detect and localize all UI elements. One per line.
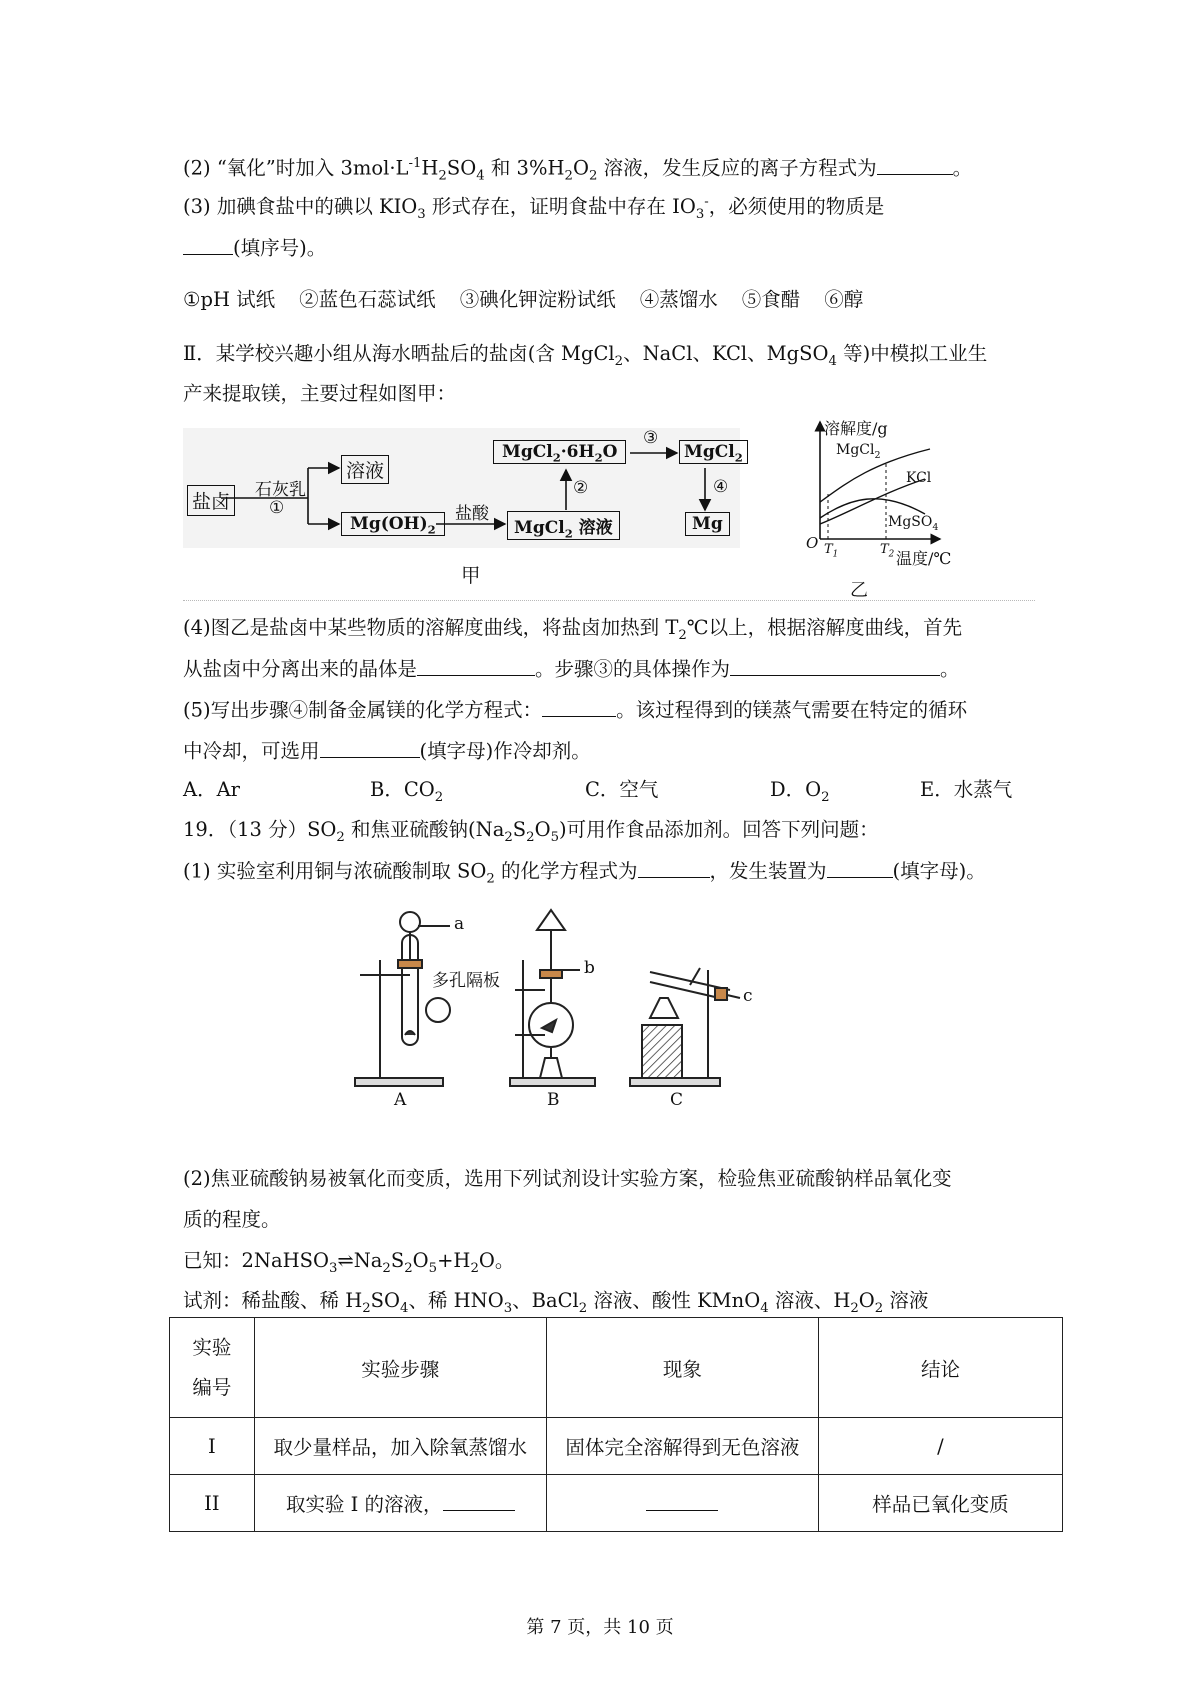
- answer-blank[interactable]: [877, 154, 953, 175]
- q5-text-d: (填字母)作冷却剂。: [419, 739, 591, 763]
- graph-mgso4-label: MgSO$_4$: [888, 514, 939, 533]
- q2-end: 。: [952, 156, 973, 180]
- hydrate-text-a: MgCl: [502, 442, 553, 462]
- q19-1-text-b: 的化学方程式为: [494, 859, 638, 883]
- known-d: O: [412, 1249, 429, 1272]
- reagents-c: 、稀 HNO: [408, 1289, 504, 1312]
- header-number-1: 实验: [192, 1335, 232, 1359]
- reagents-e: 溶液、酸性 KMnO: [587, 1289, 761, 1312]
- answer-blank[interactable]: [827, 857, 893, 878]
- graph-kcl-label: KCl: [906, 470, 932, 486]
- q4-text-d: 。步骤③的具体操作为: [535, 657, 731, 681]
- reagents-f: 溶液、H: [768, 1289, 851, 1312]
- answer-blank[interactable]: [443, 1491, 515, 1512]
- solubility-graph: [800, 414, 990, 604]
- apparatus-drawing: [350, 900, 850, 1110]
- mgcl2-text: MgCl: [684, 442, 735, 462]
- graph-mgso4-text: MgSO: [888, 514, 933, 530]
- experiment-table: [169, 1317, 1063, 1532]
- step4-label: ④: [713, 477, 729, 497]
- mg-box: Mg: [685, 512, 730, 536]
- mgoh2-box: $Mg(OH)_2$: [341, 512, 445, 536]
- option-d: D．$O_2$: [770, 778, 830, 805]
- part2-text-c: 等)中模拟工业生: [836, 342, 988, 365]
- porous-plate-label: 多孔隔板: [432, 971, 500, 991]
- header-conclusion: 结论: [818, 1318, 1062, 1418]
- hydrate-text-b: ·6H: [560, 442, 595, 462]
- q4-text-e: 。: [940, 657, 960, 681]
- apparatus-a: [355, 912, 450, 1086]
- q5-text-c: 中冷却，可选用: [183, 739, 320, 763]
- apparatus-c: [630, 968, 740, 1086]
- q19-1-text-a: (1) 实验室利用铜与浓硫酸制取 SO: [183, 859, 487, 883]
- row-phenomenon: 固体完全溶解得到无色溶液: [546, 1418, 818, 1475]
- known-a: 已知：2NaHSO: [183, 1249, 329, 1272]
- apparatus-b-port: b: [584, 958, 595, 978]
- q4-text-a: (4)图乙是盐卤中某些物质的溶解度曲线，将盐卤加热到 T: [183, 616, 679, 639]
- question-5-line1: [183, 696, 967, 725]
- q2-so: SO: [446, 156, 477, 180]
- part2-text-b: 、NaCl、KCl、MgSO: [623, 342, 829, 365]
- graph-mgcl2-label: MgCl$_2$: [836, 442, 881, 461]
- graph-mgcl2-text: MgCl: [836, 442, 875, 458]
- known-f: O。: [478, 1249, 515, 1272]
- question-19-line1: 19．（13 分）$SO_2$ 和焦亚硫酸钠$(Na_2S_2O_5)$可用作食品添加剂。回答下列问题：: [183, 818, 879, 845]
- q2-o: O: [572, 156, 589, 180]
- lime-label: 石灰乳: [255, 480, 306, 500]
- table-row: [170, 1418, 1063, 1475]
- answer-blank[interactable]: [730, 655, 940, 676]
- question-19-2-line2: 质的程度。: [183, 1208, 281, 1231]
- part-2-line1: Ⅱ．某学校兴趣小组从海水晒盐后的盐卤(含 MgCl$_2$、NaCl、KCl、MgSO$_4$ 等)中模拟工业生: [183, 342, 988, 369]
- hydrate-text-c: O: [602, 442, 618, 462]
- q19-text-d: O: [534, 818, 551, 841]
- choice-item: ①pH 试纸: [183, 288, 276, 311]
- apparatus-label-a: A: [394, 1090, 407, 1110]
- q3-text-c: ，必须使用的物质是: [708, 195, 885, 218]
- question-4-line1: (4)图乙是盐卤中某些物质的溶解度曲线，将盐卤加热到 $T_2℃$以上，根据溶解度曲线，首先: [183, 616, 963, 643]
- q3-line2: (填序号)。: [233, 236, 327, 260]
- q19-text-a: 19．（13 分）SO: [183, 818, 337, 841]
- apparatus-label-c: C: [670, 1090, 684, 1110]
- choice-item: ④蒸馏水: [639, 288, 718, 311]
- graph-axes: [800, 414, 990, 604]
- known-c: S: [390, 1249, 405, 1272]
- q4-text-b: ℃以上，根据溶解度曲线，首先: [686, 616, 963, 639]
- q19-1-text-d: (填字母)。: [892, 859, 986, 883]
- page-footer: 第 7 页，共 10 页: [526, 1617, 674, 1638]
- choice-item: ⑥醇: [824, 288, 864, 311]
- hydrate-box: $MgCl_2\cdot 6H_2O$: [493, 440, 626, 464]
- graph-origin: O: [806, 534, 819, 552]
- apparatus-c-port: c: [743, 986, 753, 1006]
- known-b: ⇌Na: [337, 1249, 383, 1272]
- row-conclusion: 样品已氧化变质: [818, 1475, 1062, 1532]
- table-header-row: [170, 1318, 1063, 1418]
- question-5-line2: [183, 737, 591, 766]
- option-d-text: D．O: [770, 778, 822, 801]
- apparatus-a-port: a: [454, 914, 465, 934]
- q2-h: H: [421, 156, 439, 180]
- reagents-g: O: [858, 1289, 875, 1312]
- q2-sup: -1: [408, 156, 422, 171]
- q5-text-a: (5)写出步骤④制备金属镁的化学方程式：: [183, 698, 543, 722]
- row-steps: 取少量样品，加入除氧蒸馏水: [254, 1418, 546, 1475]
- q2-post: 溶液，发生反应的离子方程式为: [597, 156, 877, 180]
- part2-text-a: Ⅱ．某学校兴趣小组从海水晒盐后的盐卤(含 MgCl: [183, 342, 615, 365]
- row-phenomenon: [546, 1475, 818, 1532]
- q5-text-b: 。该过程得到的镁蒸气需要在特定的循环: [616, 698, 968, 722]
- known-equation: 已知：$2NaHSO_3\rightleftharpoons Na_2S_2O_5+H_2O$。: [183, 1249, 515, 1276]
- apparatus-figure: [350, 900, 850, 1110]
- header-phenomenon: 现象: [546, 1318, 818, 1418]
- apparatus-label-b: B: [547, 1090, 560, 1110]
- option-a: A．Ar: [183, 778, 240, 801]
- graph-t1: $T_1$: [824, 542, 839, 560]
- known-e: +H: [437, 1249, 471, 1272]
- q3-choices: [183, 286, 863, 314]
- graph-caption: 乙: [850, 580, 868, 601]
- answer-blank[interactable]: [320, 737, 420, 758]
- q2-h2o2: 和 3%H: [484, 156, 565, 180]
- question-3-line1: (3) 加碘食盐中的碘以 $KIO_3$ 形式存在，证明食盐中存在 $IO_3^-$，必须使用的物质是: [183, 194, 885, 222]
- choice-item: ②蓝色石蕊试纸: [299, 288, 436, 311]
- option-b: B．$CO_2$: [370, 778, 444, 805]
- reagents-a: 试剂：稀盐酸、稀 H: [183, 1289, 363, 1312]
- mgcl2-box: MgCl$_2$: [679, 440, 748, 464]
- reagents-d: 、BaCl: [512, 1289, 579, 1312]
- q19-text-b: 和焦亚硫酸钠(Na: [344, 818, 505, 841]
- reagents-b: SO: [370, 1289, 401, 1312]
- flow-diagram: [183, 428, 743, 548]
- q4-text-c: 从盐卤中分离出来的晶体是: [183, 657, 418, 681]
- answer-blank[interactable]: [183, 234, 233, 255]
- table-row: [170, 1475, 1063, 1532]
- row-conclusion: /: [818, 1418, 1062, 1475]
- mgcl2-sol-text: MgCl: [514, 518, 565, 538]
- graph-t1-text: T: [824, 542, 833, 557]
- graph-ylabel: 溶解度/g: [824, 419, 888, 438]
- mgcl2-solution-box: MgCl$_2$ 溶液: [507, 511, 620, 540]
- mgcl2-sol-text-b: 溶液: [572, 518, 613, 538]
- graph-xlabel: 温度/℃: [896, 549, 952, 568]
- q3-text-a: (3) 加碘食盐中的碘以 KIO: [183, 195, 418, 218]
- answer-blank[interactable]: [646, 1490, 718, 1511]
- answer-blank[interactable]: [638, 857, 710, 878]
- question-19-1: (1) 实验室利用铜与浓硫酸制取 $SO_2$ 的化学方程式为 ，发生装置为 (填字母)。: [183, 857, 986, 886]
- choice-item: ③碘化钾淀粉试纸: [459, 288, 616, 311]
- question-2: (2) “氧化”时加入 $3mol\cdot L^{-1}H_2SO_4$ 和 $3\%H_2O_2$ 溶液，发生反应的离子方程式为 。: [183, 156, 973, 184]
- row-steps: [254, 1475, 546, 1532]
- reagents-line: 试剂：稀盐酸、稀 $H_2SO_4$、稀 $HNO_3$、BaCl$_2$ 溶液、酸性 KMnO$_4$ 溶液、$H_2O_2$ 溶液: [183, 1289, 929, 1316]
- question-4-line2: [183, 655, 960, 684]
- acid-label: 盐酸: [455, 504, 489, 524]
- option-e: E．水蒸气: [920, 778, 1013, 801]
- section-divider: [183, 600, 1035, 601]
- row-number: II: [170, 1475, 255, 1532]
- header-number: [170, 1318, 255, 1418]
- solution-box: 溶液: [341, 455, 389, 484]
- diagram-caption-jia: 甲: [461, 564, 481, 587]
- question-3-line2: [183, 234, 326, 263]
- q19-text-c: S: [512, 818, 527, 841]
- option-c: C．空气: [585, 778, 659, 801]
- option-b-text: B．CO: [370, 778, 435, 801]
- part-2-line2: 产来提取镁，主要过程如图甲：: [183, 382, 457, 405]
- step1-label: ①: [269, 498, 285, 518]
- choice-item: ⑤食醋: [741, 288, 801, 311]
- step3-label: ③: [643, 428, 659, 448]
- mgoh2-text: Mg(OH): [350, 514, 428, 534]
- q19-text-e: )可用作食品添加剂。回答下列问题：: [559, 818, 879, 841]
- graph-t2: $T_2$: [880, 542, 895, 560]
- question-19-2-line1: (2)焦亚硫酸钠易被氧化而变质，选用下列试剂设计实验方案，检验焦亚硫酸钠样品氧化变: [183, 1167, 952, 1190]
- answer-blank[interactable]: [417, 655, 535, 676]
- apparatus-b: [510, 910, 595, 1086]
- q3-text-b: 形式存在，证明食盐中存在 IO: [425, 195, 696, 218]
- row-steps-text: 取实验 I 的溶液，: [285, 1493, 443, 1516]
- reagents-h: 溶液: [883, 1289, 929, 1312]
- q19-1-text-c: ，发生装置为: [709, 859, 827, 883]
- brine-box: 盐卤: [187, 485, 235, 516]
- step2-label: ②: [573, 478, 589, 498]
- answer-blank[interactable]: [542, 696, 616, 717]
- graph-t2-text: T: [880, 542, 889, 557]
- header-steps: 实验步骤: [254, 1318, 546, 1418]
- header-number-2: 编号: [192, 1375, 232, 1399]
- q2-text: (2) “氧化”时加入 3mol·L: [183, 156, 409, 180]
- row-number: I: [170, 1418, 255, 1475]
